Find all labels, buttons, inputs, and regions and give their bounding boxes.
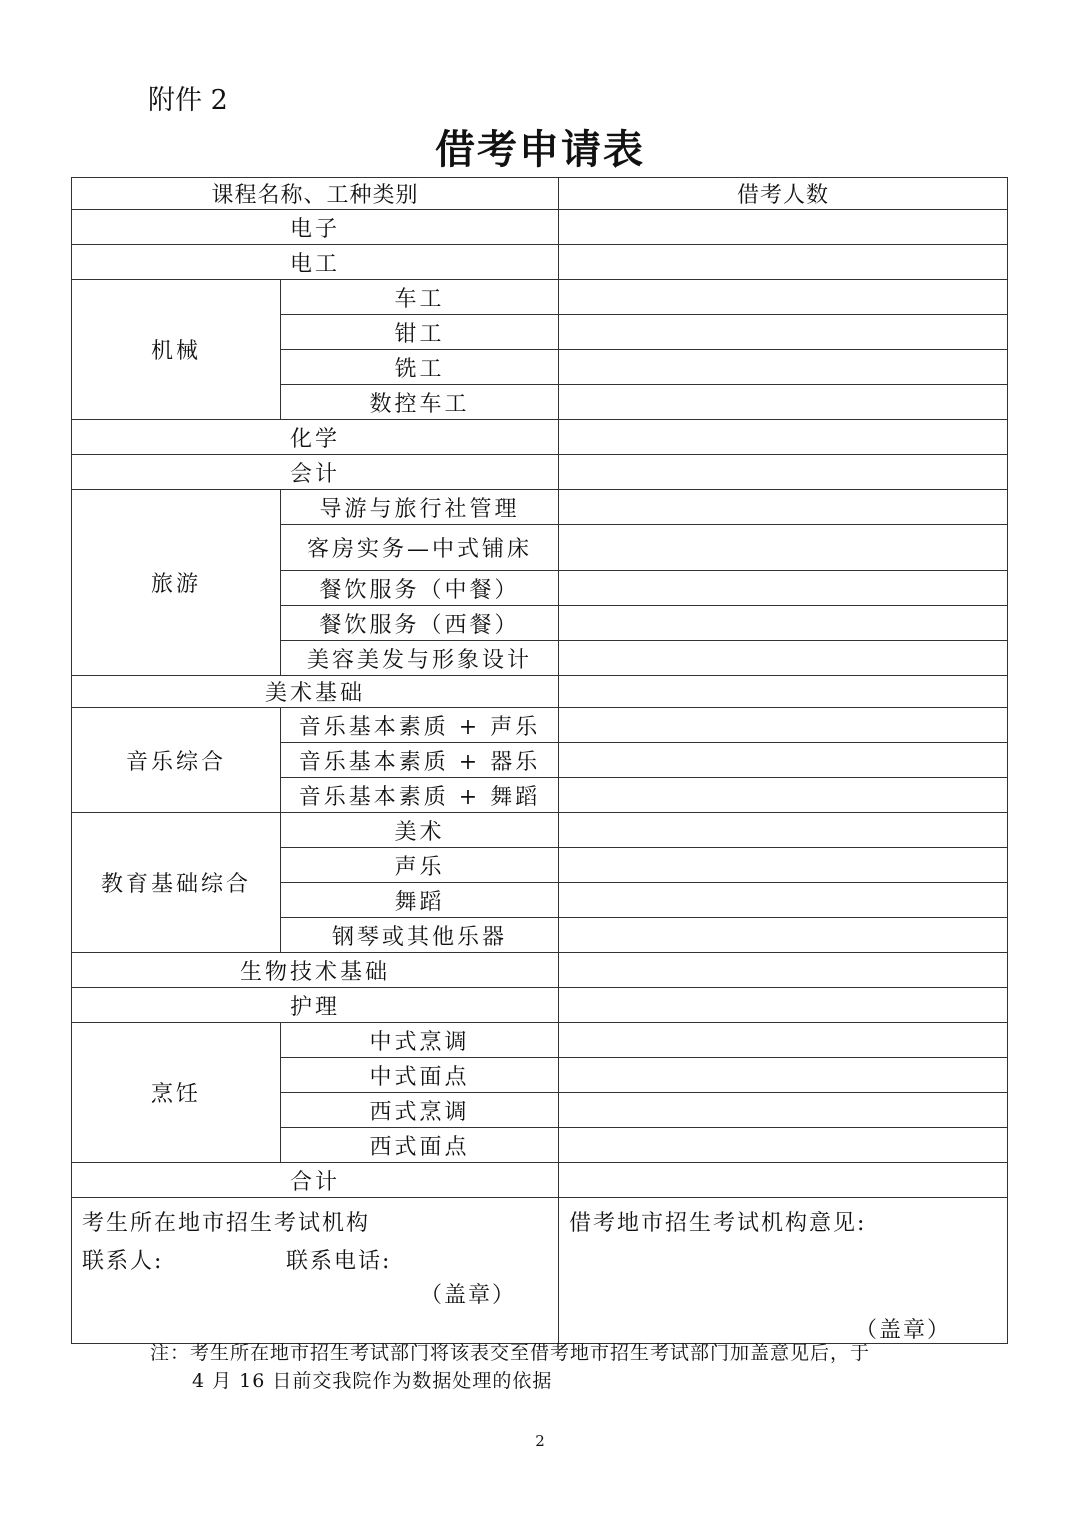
item-cell: 声乐: [281, 848, 559, 883]
page-number: 2: [535, 1432, 545, 1450]
count-cell[interactable]: [559, 1058, 1008, 1093]
item-cell: 导游与旅行社管理: [281, 490, 559, 525]
count-cell[interactable]: [559, 525, 1008, 571]
item-cell: 美术: [281, 813, 559, 848]
count-cell[interactable]: [559, 490, 1008, 525]
note-line-2: 4 月 16 日前交我院作为数据处理的依据: [192, 1370, 553, 1392]
total-label-cell: 合计: [72, 1163, 559, 1198]
contact-label: 联系人:: [82, 1249, 164, 1274]
category-cell: 电子: [72, 210, 559, 245]
count-cell[interactable]: [559, 280, 1008, 315]
count-cell[interactable]: [559, 350, 1008, 385]
item-cell: 钢琴或其他乐器: [281, 918, 559, 953]
item-cell: 餐饮服务（中餐）: [281, 571, 559, 606]
count-cell[interactable]: [559, 883, 1008, 918]
count-cell[interactable]: [559, 676, 1008, 708]
header-course: 课程名称、工种类别: [72, 178, 559, 210]
category-cell: 音乐综合: [72, 708, 281, 813]
item-cell: 中式面点: [281, 1058, 559, 1093]
category-cell: 教育基础综合: [72, 813, 281, 953]
item-cell: 餐饮服务（西餐）: [281, 606, 559, 641]
item-cell: 数控车工: [281, 385, 559, 420]
total-count-cell[interactable]: [559, 1163, 1008, 1198]
category-cell: 会计: [72, 455, 559, 490]
host-opinion-label: 借考地市招生考试机构意见:: [569, 1211, 867, 1236]
category-cell: 旅游: [72, 490, 281, 676]
count-cell[interactable]: [559, 385, 1008, 420]
application-table: [71, 177, 1008, 1344]
category-cell: 护理: [72, 988, 559, 1023]
category-cell: 机械: [72, 280, 281, 420]
count-cell[interactable]: [559, 210, 1008, 245]
count-cell[interactable]: [559, 1128, 1008, 1163]
count-cell[interactable]: [559, 743, 1008, 778]
count-cell[interactable]: [559, 918, 1008, 953]
origin-institution-cell[interactable]: [72, 1198, 559, 1344]
category-cell: 烹饪: [72, 1023, 281, 1163]
origin-institution-label: 考生所在地市招生考试机构: [82, 1211, 371, 1236]
note-line-1: 注：考生所在地市招生考试部门将该表交至借考地市招生考试部门加盖意见后，于: [150, 1342, 871, 1364]
count-cell[interactable]: [559, 606, 1008, 641]
item-cell: 西式面点: [281, 1128, 559, 1163]
count-cell[interactable]: [559, 455, 1008, 490]
category-cell: 电工: [72, 245, 559, 280]
item-cell: 音乐基本素质 + 舞蹈: [281, 778, 559, 813]
count-cell[interactable]: [559, 848, 1008, 883]
item-cell: 舞蹈: [281, 883, 559, 918]
item-cell: 车工: [281, 280, 559, 315]
header-count: 借考人数: [559, 178, 1008, 210]
category-cell: 美术基础: [72, 676, 559, 708]
count-cell[interactable]: [559, 988, 1008, 1023]
count-cell[interactable]: [559, 420, 1008, 455]
attachment-label: 附件 2: [148, 85, 228, 116]
count-cell[interactable]: [559, 571, 1008, 606]
host-institution-cell[interactable]: [559, 1198, 1008, 1344]
count-cell[interactable]: [559, 315, 1008, 350]
item-cell: 客房实务—中式铺床: [281, 525, 559, 571]
item-cell: 钳工: [281, 315, 559, 350]
item-cell: 铣工: [281, 350, 559, 385]
item-cell: 西式烹调: [281, 1093, 559, 1128]
count-cell[interactable]: [559, 245, 1008, 280]
count-cell[interactable]: [559, 708, 1008, 743]
phone-label: 联系电话:: [286, 1249, 392, 1274]
count-cell[interactable]: [559, 953, 1008, 988]
item-cell: 美容美发与形象设计: [281, 641, 559, 676]
item-cell: 音乐基本素质 + 声乐: [281, 708, 559, 743]
seal-label-right: （盖章）: [855, 1318, 952, 1343]
item-cell: 音乐基本素质 + 器乐: [281, 743, 559, 778]
count-cell[interactable]: [559, 813, 1008, 848]
count-cell[interactable]: [559, 641, 1008, 676]
seal-label-left: （盖章）: [420, 1283, 517, 1308]
form-title: 借考申请表: [435, 126, 645, 173]
item-cell: 中式烹调: [281, 1023, 559, 1058]
count-cell[interactable]: [559, 1023, 1008, 1058]
category-cell: 生物技术基础: [72, 953, 559, 988]
count-cell[interactable]: [559, 1093, 1008, 1128]
category-cell: 化学: [72, 420, 559, 455]
count-cell[interactable]: [559, 778, 1008, 813]
